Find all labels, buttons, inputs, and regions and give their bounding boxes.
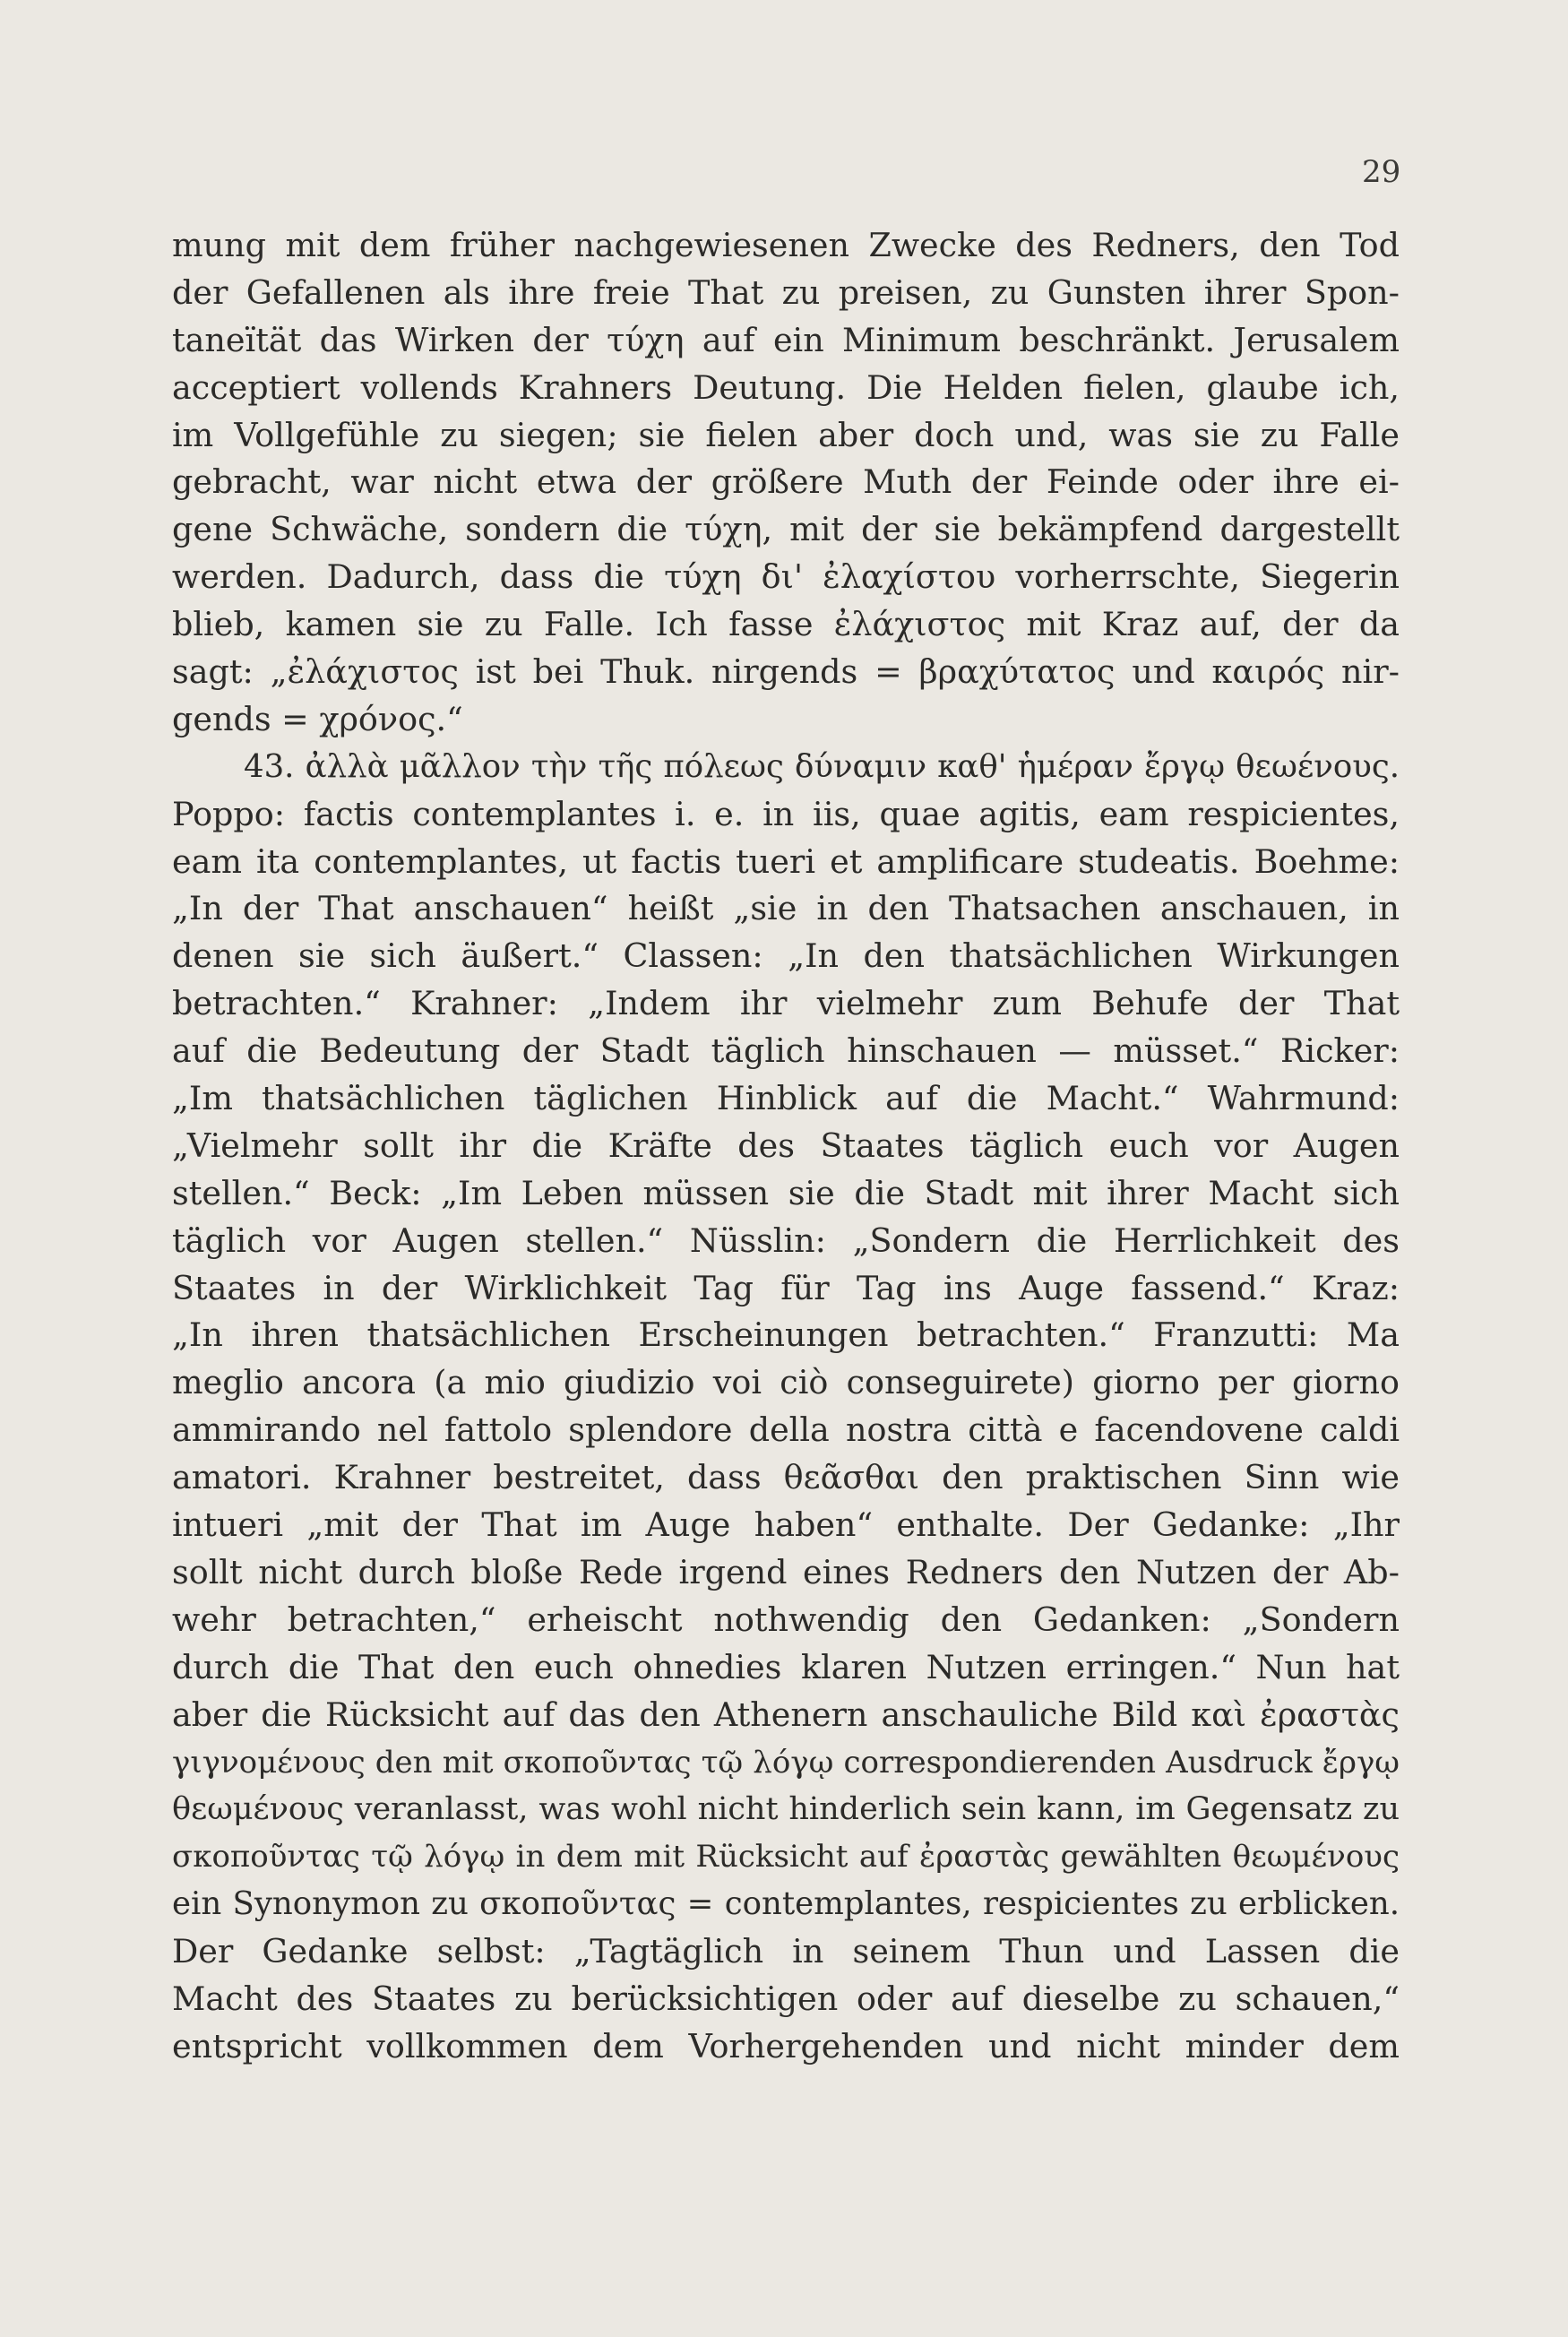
text-line: amatori. Krahner bestreitet, dass θεᾶσθαι den praktischen Sinn wie	[172, 1458, 1400, 1497]
text-line: gebracht, war nicht etwa der größere Muth der Feinde oder ihre ei-	[172, 462, 1400, 502]
text-line: taneïtät das Wirken der τύχη auf ein Minimum beschränkt. Jerusalem	[172, 320, 1400, 359]
text-line: im Vollgefühle zu siegen; sie fielen aber doch und, was sie zu Falle	[172, 415, 1400, 454]
text-line: mung mit dem früher nachgewiesenen Zwecke des Redners, den Tod	[172, 226, 1400, 264]
text-line: stellen.“ Beck: „Im Leben müssen sie die Stadt mit ihrer Macht sich	[172, 1173, 1400, 1212]
text-line: sagt: „ἐλάχιστος ist bei Thuk. nirgends = βραχύτατος und καιρός nir-	[172, 652, 1400, 692]
text-line: „In ihren thatsächlichen Erscheinungen betrachten.“ Franzutti: Ma	[172, 1315, 1400, 1355]
text-line: betrachten.“ Krahner: „Indem ihr vielmehr zum Behufe der That	[172, 984, 1400, 1023]
section-lemma-43: 43. ἀλλὰ μᾶλλον τὴν τῆς πόλεως δύναμιν καθ' ἡμέραν ἔργῳ θεωένους.	[244, 747, 1400, 785]
text-line: acceptiert vollends Krahners Deutung. Die Helden fielen, glaube ich,	[172, 367, 1400, 407]
text-line: ein Synonymon zu σκοποῦντας = contemplantes, respicientes zu erblicken.	[172, 1885, 1400, 1923]
text-line: Poppo: factis contemplantes i. e. in iis, quae agitis, eam respicientes,	[172, 794, 1400, 833]
text-line: „Im thatsächlichen täglichen Hinblick auf die Macht.“ Wahrmund:	[172, 1079, 1400, 1118]
text-line: „Vielmehr sollt ihr die Kräfte des Staates täglich euch vor Augen	[172, 1125, 1400, 1165]
text-line: σκοποῦντας τῷ λόγῳ in dem mit Rücksicht auf ἐραστὰς gewählten θεωμένους	[172, 1839, 1400, 1876]
text-line: blieb, kamen sie zu Falle. Ich fasse ἐλάχιστος mit Kraz auf, der da	[172, 605, 1400, 644]
text-line: sollt nicht durch bloße Rede irgend eines Redners den Nutzen der Ab-	[172, 1552, 1400, 1591]
text-line: entspricht vollkommen dem Vorhergehenden und nicht minder dem	[172, 2026, 1400, 2065]
text-line: denen sie sich äußert.“ Classen: „In den thatsächlichen Wirkungen	[172, 936, 1400, 976]
page-number: 29	[1362, 154, 1401, 190]
text-line: gene Schwäche, sondern die τύχη, mit der sie bekämpfend dargestellt	[172, 510, 1400, 549]
text-line: eam ita contemplantes, ut factis tueri et amplificare studeatis. Boehme:	[172, 841, 1400, 881]
text-line: θεωμένους veranlasst, was wohl nicht hinderlich sein kann, im Gegensatz zu	[172, 1791, 1400, 1828]
text-line: aber die Rücksicht auf das den Athenern anschauliche Bild καὶ ἐραστὰς	[172, 1695, 1400, 1734]
text-line: Staates in der Wirklichkeit Tag für Tag ins Auge fassend.“ Kraz:	[172, 1268, 1400, 1307]
text-line: wehr betrachten,“ erheischt nothwendig den Gedanken: „Sondern	[172, 1600, 1400, 1639]
text-line: werden. Dadurch, dass die τύχη δι' ἐλαχίστου vorherrschte, Siegerin	[172, 557, 1400, 597]
text-line: γιγνομένους den mit σκοποῦντας τῷ λόγῳ correspondierenden Ausdruck ἔργῳ	[172, 1744, 1400, 1781]
body-text	[172, 222, 1400, 2071]
text-line: täglich vor Augen stellen.“ Nüsslin: „Sondern die Herrlichkeit des	[172, 1220, 1400, 1260]
text-line: gends = χρόνος.“	[172, 699, 463, 738]
text-line: „In der That anschauen“ heißt „sie in den Thatsachen anschauen, in	[172, 889, 1400, 928]
text-line: durch die That den euch ohnedies klaren Nutzen erringen.“ Nun hat	[172, 1647, 1400, 1686]
text-line: auf die Bedeutung der Stadt täglich hinschauen — müsset.“ Ricker:	[172, 1031, 1400, 1071]
text-line: Der Gedanke selbst: „Tagtäglich in seinem Thun und Lassen die	[172, 1932, 1400, 1971]
text-line: ammirando nel fattolo splendore della nostra città e facendovene caldi	[172, 1410, 1400, 1450]
text-line: Macht des Staates zu berücksichtigen oder auf dieselbe zu schauen,“	[172, 1979, 1400, 2018]
text-line: meglio ancora (a mio giudizio voi ciò conseguirete) giorno per giorno	[172, 1363, 1400, 1402]
text-line: der Gefallenen als ihre freie That zu preisen, zu Gunsten ihrer Spon-	[172, 272, 1400, 312]
text-line: intueri „mit der That im Auge haben“ enthalte. Der Gedanke: „Ihr	[172, 1505, 1400, 1545]
